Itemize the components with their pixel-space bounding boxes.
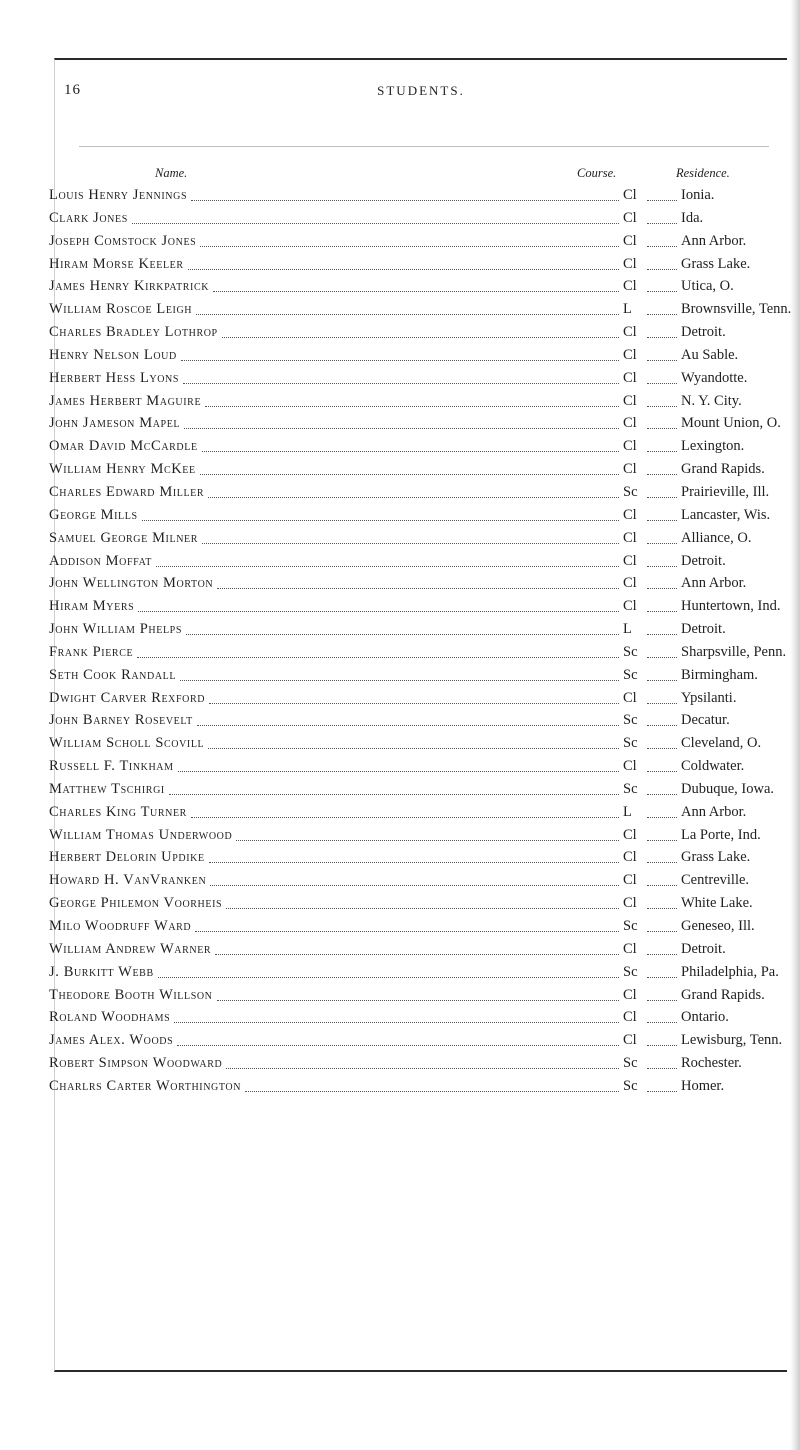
leader-dots [647, 329, 677, 338]
leader-dots [156, 558, 619, 567]
student-row [49, 412, 785, 435]
student-residence: Lancaster, Wis. [681, 506, 771, 523]
leader-dots [647, 626, 677, 635]
leader-dots [180, 672, 619, 681]
student-course: Sc [623, 780, 638, 797]
student-row [49, 253, 785, 276]
leader-dots [647, 969, 677, 978]
leader-dots [132, 215, 619, 224]
student-name: Louis Henry Jennings [49, 187, 188, 203]
student-residence: Prairieville, Ill. [681, 483, 770, 500]
student-name: Clark Jones [49, 209, 128, 226]
student-residence: Coldwater. [681, 758, 745, 775]
leader-dots [236, 832, 619, 841]
student-residence: Au Sable. [681, 346, 739, 363]
leader-dots [208, 489, 619, 498]
leader-dots [226, 900, 619, 909]
student-row [49, 641, 785, 664]
student-course: Cl [623, 529, 637, 546]
student-name: James Herbert Maguire [49, 392, 202, 409]
student-name: Henry Nelson Loud [49, 346, 177, 363]
leader-dots [200, 466, 619, 475]
student-row [49, 390, 785, 413]
student-course: Cl [623, 278, 637, 295]
leader-dots [647, 923, 677, 932]
student-residence: Ida. [681, 209, 704, 226]
leader-dots [202, 535, 619, 544]
page-header [55, 82, 787, 102]
student-name: Frank Pierce [49, 643, 134, 660]
student-name: John William Phelps [49, 621, 182, 638]
student-row [49, 755, 785, 778]
student-row [49, 687, 785, 710]
student-residence: Ontario. [681, 1009, 729, 1026]
student-course: Cl [623, 1009, 637, 1026]
leader-dots [647, 466, 677, 475]
student-course: Cl [623, 986, 637, 1003]
student-residence: Detroit. [681, 940, 726, 957]
student-row [49, 778, 785, 801]
leader-dots [209, 854, 619, 863]
student-course: Sc [623, 483, 638, 500]
column-headings [55, 166, 787, 184]
leader-dots [209, 695, 619, 704]
student-residence: N. Y. City. [681, 392, 742, 409]
student-course: Cl [623, 826, 637, 843]
leader-dots [647, 283, 677, 292]
student-residence: Detroit. [681, 552, 726, 569]
student-row [49, 230, 785, 253]
leader-dots [222, 329, 619, 338]
student-course: Cl [623, 849, 637, 866]
student-name: William Thomas Underwood [49, 826, 233, 843]
leader-dots [647, 375, 677, 384]
student-residence: Mount Union, O. [681, 415, 781, 432]
leader-dots [245, 1083, 619, 1092]
leader-dots [142, 512, 619, 521]
leader-dots [647, 946, 677, 955]
student-name: Roland Woodhams [49, 1009, 171, 1026]
student-name: Charlrs Carter Worthington [49, 1077, 242, 1094]
leader-dots [200, 238, 619, 247]
leader-dots [647, 672, 677, 681]
student-row [49, 435, 785, 458]
student-row [49, 275, 785, 298]
student-course: L [623, 621, 632, 638]
leader-dots [202, 443, 619, 452]
leader-dots [138, 603, 619, 612]
student-course: Cl [623, 895, 637, 912]
student-residence: Detroit. [681, 324, 726, 341]
student-residence: Rochester. [681, 1055, 742, 1072]
student-course: Sc [623, 643, 638, 660]
student-name: Charles Bradley Lothrop [49, 324, 218, 341]
student-name: John Barney Rosevelt [49, 712, 193, 729]
student-course: Sc [623, 1055, 638, 1072]
student-course: Cl [623, 346, 637, 363]
student-residence: Ann Arbor. [681, 232, 747, 249]
page-number: 16 [64, 82, 81, 98]
leader-dots [647, 992, 677, 1001]
leader-dots [215, 946, 619, 955]
leader-dots [647, 535, 677, 544]
student-course: L [623, 301, 632, 318]
student-residence: Ann Arbor. [681, 575, 747, 592]
student-residence: La Porte, Ind. [681, 826, 761, 843]
student-row [49, 664, 785, 687]
student-residence: Centreville. [681, 872, 750, 889]
column-heading-name: Name. [155, 166, 188, 180]
student-name: Charles Edward Miller [49, 483, 205, 500]
student-residence: Ann Arbor. [681, 803, 747, 820]
leader-dots [158, 969, 619, 978]
page-edge-shadow [790, 0, 800, 1450]
student-row [49, 824, 785, 847]
student-course: Cl [623, 598, 637, 615]
student-row [49, 1052, 785, 1075]
leader-dots [647, 192, 677, 201]
leader-dots [647, 877, 677, 886]
leader-dots [647, 832, 677, 841]
student-course: Cl [623, 689, 637, 706]
leader-dots [647, 763, 677, 772]
leader-dots [647, 489, 677, 498]
student-name: Theodore Booth Willson [49, 986, 213, 1003]
student-course: Cl [623, 575, 637, 592]
student-name: William Scholl Scovill [49, 735, 205, 752]
student-course: Sc [623, 918, 638, 934]
leader-dots [647, 512, 677, 521]
student-course: Cl [623, 438, 637, 455]
student-name: Seth Cook Randall [49, 666, 177, 683]
student-row [49, 184, 785, 207]
student-name: Dwight Carver Rexford [49, 689, 206, 706]
leader-dots [188, 261, 619, 270]
student-name: Hiram Myers [49, 598, 135, 615]
running-title: STUDENTS. [377, 83, 465, 98]
leader-dots [217, 992, 619, 1001]
student-name: Joseph Comstock Jones [49, 232, 197, 249]
leader-dots [181, 352, 619, 361]
student-residence: Cleveland, O. [681, 735, 762, 752]
column-heading-residence: Residence. [676, 166, 730, 180]
student-name: Hiram Morse Keeler [49, 255, 184, 272]
leader-dots [647, 717, 677, 726]
student-course: Cl [623, 255, 637, 272]
leader-dots [647, 306, 677, 315]
student-residence: White Lake. [681, 895, 753, 912]
student-row [49, 984, 785, 1007]
leader-dots [169, 786, 619, 795]
student-name: Howard H. VanVranken [49, 872, 207, 889]
student-row [49, 550, 785, 573]
leader-dots [208, 740, 619, 749]
leader-dots [647, 695, 677, 704]
student-name: James Henry Kirkpatrick [49, 278, 210, 295]
student-course: Cl [623, 940, 637, 957]
student-residence: Geneseo, Ill. [681, 918, 755, 934]
leader-dots [647, 603, 677, 612]
student-residence: Alliance, O. [681, 529, 752, 546]
leader-dots [191, 809, 619, 818]
student-name: Milo Woodruff Ward [49, 918, 192, 934]
leader-dots [174, 1014, 619, 1023]
leader-dots [197, 717, 619, 726]
student-course: Cl [623, 415, 637, 432]
student-residence: Birmingham. [681, 666, 758, 683]
student-course: Sc [623, 1077, 638, 1094]
student-course: Cl [623, 506, 637, 523]
student-name: Samuel George Milner [49, 529, 198, 546]
student-residence: Grand Rapids. [681, 461, 765, 478]
student-row [49, 846, 785, 869]
student-residence: Decatur. [681, 712, 730, 729]
student-course: Cl [623, 552, 637, 569]
student-course: Cl [623, 461, 637, 478]
student-residence: Lexington. [681, 438, 745, 455]
student-row [49, 709, 785, 732]
student-name: Matthew Tschirgi [49, 780, 165, 797]
student-row [49, 1075, 785, 1098]
leader-dots [647, 649, 677, 658]
student-name: J. Burkitt Webb [49, 963, 154, 980]
leader-dots [647, 1083, 677, 1092]
student-residence: Ypsilanti. [681, 689, 737, 706]
book-page [49, 58, 792, 1372]
student-row [49, 481, 785, 504]
student-name: George Mills [49, 506, 138, 523]
student-course: Cl [623, 209, 637, 226]
leader-dots [647, 443, 677, 452]
column-heading-course: Course. [577, 166, 617, 180]
student-row [49, 732, 785, 755]
leader-dots [647, 900, 677, 909]
leader-dots [647, 420, 677, 429]
student-row [49, 892, 785, 915]
student-row [49, 1029, 785, 1052]
student-name: Russell F. Tinkham [49, 758, 174, 775]
leader-dots [647, 580, 677, 589]
leader-dots [647, 809, 677, 818]
student-residence: Homer. [681, 1077, 725, 1094]
student-course: Sc [623, 735, 638, 752]
student-course: Sc [623, 666, 638, 683]
student-residence: Utica, O. [681, 278, 734, 295]
student-course: Cl [623, 1032, 637, 1049]
student-row [49, 367, 785, 390]
student-name: John Wellington Morton [49, 575, 214, 592]
student-residence: Huntertown, Ind. [681, 598, 781, 615]
student-row [49, 938, 785, 961]
leader-dots [647, 854, 677, 863]
leader-dots [647, 352, 677, 361]
student-name: William Roscoe Leigh [49, 301, 193, 318]
student-row [49, 298, 792, 321]
student-course: Cl [623, 187, 637, 203]
student-residence: Ionia. [681, 187, 715, 203]
leader-dots [647, 786, 677, 795]
leader-dots [137, 649, 619, 658]
student-name: William Andrew Warner [49, 940, 212, 957]
student-residence: Grass Lake. [681, 255, 751, 272]
leader-dots [647, 1037, 677, 1046]
leader-dots [210, 877, 619, 886]
student-name: George Philemon Voorheis [49, 895, 223, 912]
student-row [49, 595, 785, 618]
student-name: James Alex. Woods [49, 1032, 174, 1049]
student-row [49, 321, 785, 344]
student-name: Charles King Turner [49, 803, 187, 820]
leader-dots [647, 261, 677, 270]
leader-dots [647, 1014, 677, 1023]
student-row [49, 801, 785, 824]
student-row [49, 207, 785, 230]
student-name: Robert Simpson Woodward [49, 1055, 223, 1072]
leader-dots [647, 1060, 677, 1069]
student-course: Cl [623, 758, 637, 775]
student-course: L [623, 803, 632, 820]
leader-dots [647, 740, 677, 749]
student-course: Cl [623, 324, 637, 341]
student-course: Sc [623, 712, 638, 729]
leader-dots [226, 1060, 619, 1069]
leader-dots [191, 192, 619, 201]
student-residence: Philadelphia, Pa. [681, 963, 779, 980]
leader-dots [647, 558, 677, 567]
student-course: Cl [623, 369, 637, 386]
student-row [49, 915, 785, 938]
student-row [49, 527, 785, 550]
student-course: Sc [623, 963, 638, 980]
student-name: Omar David McCardle [49, 438, 198, 455]
student-course: Cl [623, 392, 637, 409]
student-residence: Sharpsville, Penn. [681, 643, 787, 660]
leader-dots [177, 1037, 619, 1046]
student-row [49, 458, 785, 481]
student-row [49, 961, 785, 984]
student-name: Herbert Hess Lyons [49, 369, 180, 386]
student-residence: Dubuque, Iowa. [681, 780, 775, 797]
student-course: Cl [623, 872, 637, 889]
student-name: Herbert Delorin Updike [49, 849, 205, 866]
leader-dots [184, 420, 619, 429]
student-row [49, 572, 785, 595]
student-row [49, 504, 785, 527]
leader-dots [213, 283, 619, 292]
leader-dots [205, 398, 619, 407]
student-row [49, 618, 785, 641]
student-residence: Brownsville, Tenn. [681, 301, 792, 318]
student-row [49, 1006, 785, 1029]
student-residence: Grass Lake. [681, 849, 751, 866]
leader-dots [217, 580, 619, 589]
student-residence: Grand Rapids. [681, 986, 765, 1003]
student-residence: Detroit. [681, 621, 726, 638]
leader-dots [647, 215, 677, 224]
student-row [49, 344, 785, 367]
student-name: William Henry McKee [49, 461, 196, 478]
leader-dots [178, 763, 619, 772]
student-residence: Lewisburg, Tenn. [681, 1032, 783, 1049]
leader-dots [196, 306, 619, 315]
student-row [49, 869, 785, 892]
header-rule [79, 146, 769, 147]
student-list [49, 184, 792, 1098]
student-residence: Wyandotte. [681, 369, 748, 386]
student-name: John Jameson Mapel [49, 415, 181, 432]
leader-dots [186, 626, 619, 635]
leader-dots [647, 238, 677, 247]
leader-dots [195, 923, 619, 932]
student-name: Addison Moffat [49, 552, 152, 569]
student-course: Cl [623, 232, 637, 249]
leader-dots [647, 398, 677, 407]
leader-dots [183, 375, 619, 384]
